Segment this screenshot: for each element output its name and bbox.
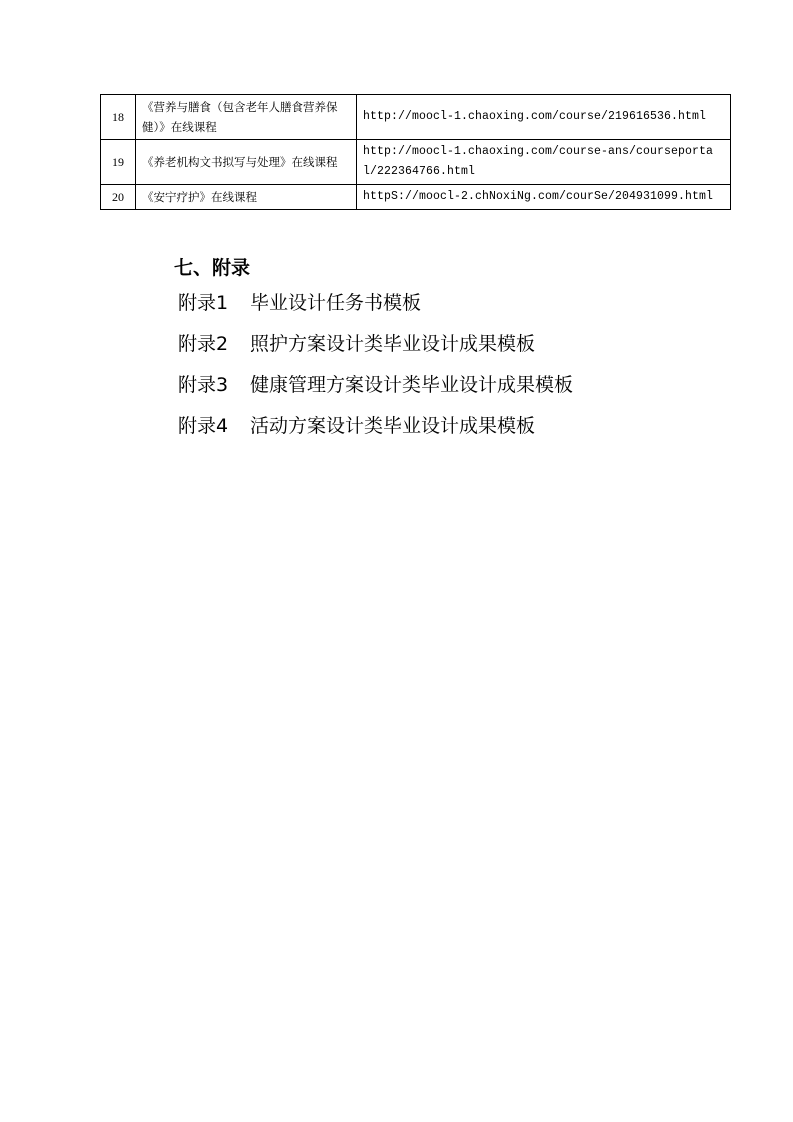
row-number: 19 bbox=[101, 140, 136, 185]
row-number: 18 bbox=[101, 95, 136, 140]
course-name: 《营养与膳食（包含老年人膳食营养保健）》在线课程 bbox=[136, 95, 357, 140]
table-row bbox=[101, 185, 731, 210]
appendix-label: 附录1 bbox=[178, 292, 229, 314]
appendix-item bbox=[178, 331, 573, 357]
appendix-list bbox=[178, 290, 573, 454]
row-number: 20 bbox=[101, 185, 136, 210]
course-name: 《养老机构文书拟写与处理》在线课程 bbox=[136, 140, 357, 185]
course-name: 《安宁疗护》在线课程 bbox=[136, 185, 357, 210]
course-url: http://moocl-1.chaoxing.com/course/219616536.html bbox=[357, 95, 731, 140]
appendix-item bbox=[178, 372, 573, 398]
appendix-item bbox=[178, 413, 573, 439]
appendix-title: 活动方案设计类毕业设计成果模板 bbox=[250, 415, 536, 437]
course-url: httpS://moocl-2.chNoxiNg.com/courSe/204931099.html bbox=[357, 185, 731, 210]
appendix-label: 附录4 bbox=[178, 415, 229, 437]
appendix-item bbox=[178, 290, 573, 316]
appendix-title: 健康管理方案设计类毕业设计成果模板 bbox=[250, 374, 574, 396]
table-row bbox=[101, 140, 731, 185]
appendix-title: 毕业设计任务书模板 bbox=[250, 292, 422, 314]
courses-table bbox=[100, 94, 731, 210]
appendix-label: 附录3 bbox=[178, 374, 229, 396]
course-url: http://moocl-1.chaoxing.com/course-ans/courseportal/222364766.html bbox=[357, 140, 731, 185]
table-row bbox=[101, 95, 731, 140]
appendix-label: 附录2 bbox=[178, 333, 229, 355]
appendix-title: 照护方案设计类毕业设计成果模板 bbox=[250, 333, 536, 355]
section-heading: 七、附录 bbox=[174, 257, 251, 279]
